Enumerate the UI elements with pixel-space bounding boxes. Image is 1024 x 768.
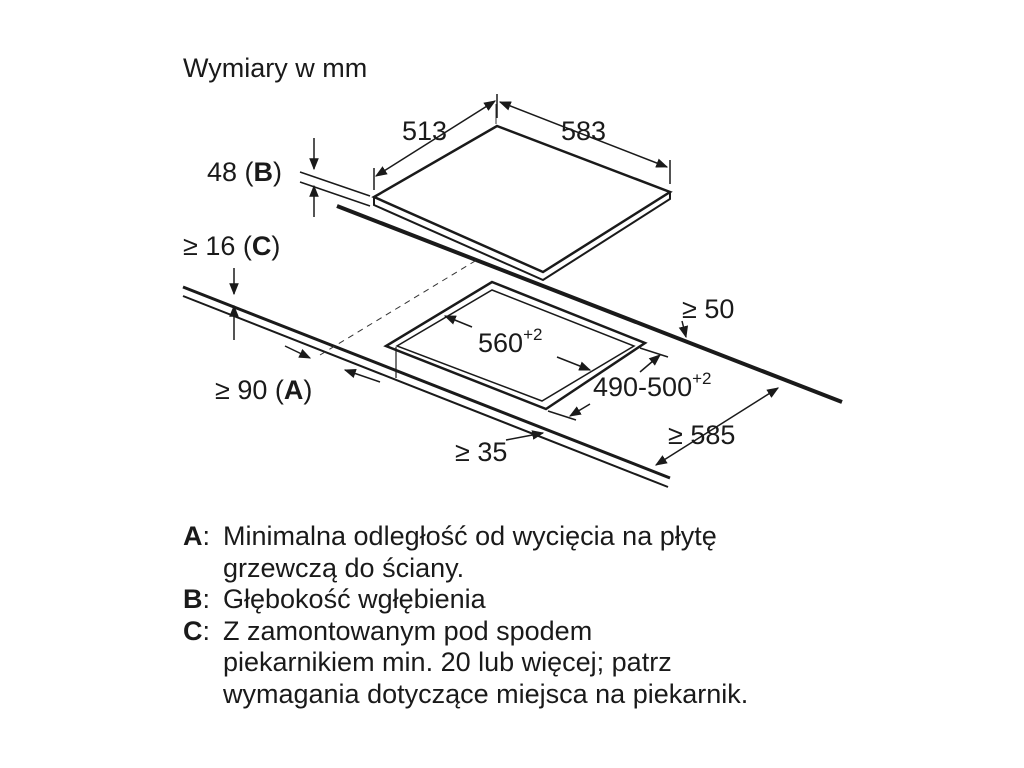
legend-key: C:	[183, 615, 211, 646]
dim-16-label: ≥ 16 (C)	[183, 231, 281, 261]
dim-48-label: 48 (B)	[207, 157, 283, 187]
dim-490-ext-a	[640, 348, 668, 357]
dim-35-label: ≥ 35	[455, 437, 508, 467]
guide-dashed-1	[320, 258, 480, 355]
dim-48-ext-b	[300, 182, 370, 206]
legend-key: B:	[183, 584, 211, 615]
dim-560-label: $560^{+2}$	[478, 325, 543, 358]
dim-513-label: 513	[402, 116, 448, 146]
dim-583-label: 583	[561, 116, 607, 146]
dim-560-arrow-left	[445, 316, 472, 327]
title: Wymiary w mm	[183, 53, 368, 83]
dim-560-arrow-right	[557, 357, 590, 370]
dim-90-label: ≥ 90 (A)	[215, 375, 313, 405]
dim-490-arrow-bottom	[570, 404, 590, 416]
legend-text: Głębokość wgłębienia	[223, 584, 486, 615]
legend-text: Minimalna odległość od wycięcia na płytę grzewczą do ściany.	[223, 521, 717, 583]
dim-48-ext-a	[300, 172, 370, 196]
legend-item-a	[183, 521, 748, 584]
hob-top	[374, 126, 670, 272]
dim-90-arrow-left	[285, 346, 310, 358]
legend	[183, 521, 748, 711]
legend-item-c	[183, 616, 748, 711]
legend-item-b	[183, 584, 748, 616]
legend-text: Z zamontowanym pod spodem piekarnikiem min. 20 lub więcej; patrz wymagania dotyczące miejsca na piekarnik.	[223, 615, 749, 709]
dim-490-arrow-top	[640, 355, 660, 372]
legend-key: A:	[183, 521, 211, 551]
dim-585-label: ≥ 585	[668, 420, 736, 450]
dim-490-label: $490-500^{+2}$	[593, 369, 712, 402]
dim-50-label: ≥ 50	[682, 294, 735, 324]
